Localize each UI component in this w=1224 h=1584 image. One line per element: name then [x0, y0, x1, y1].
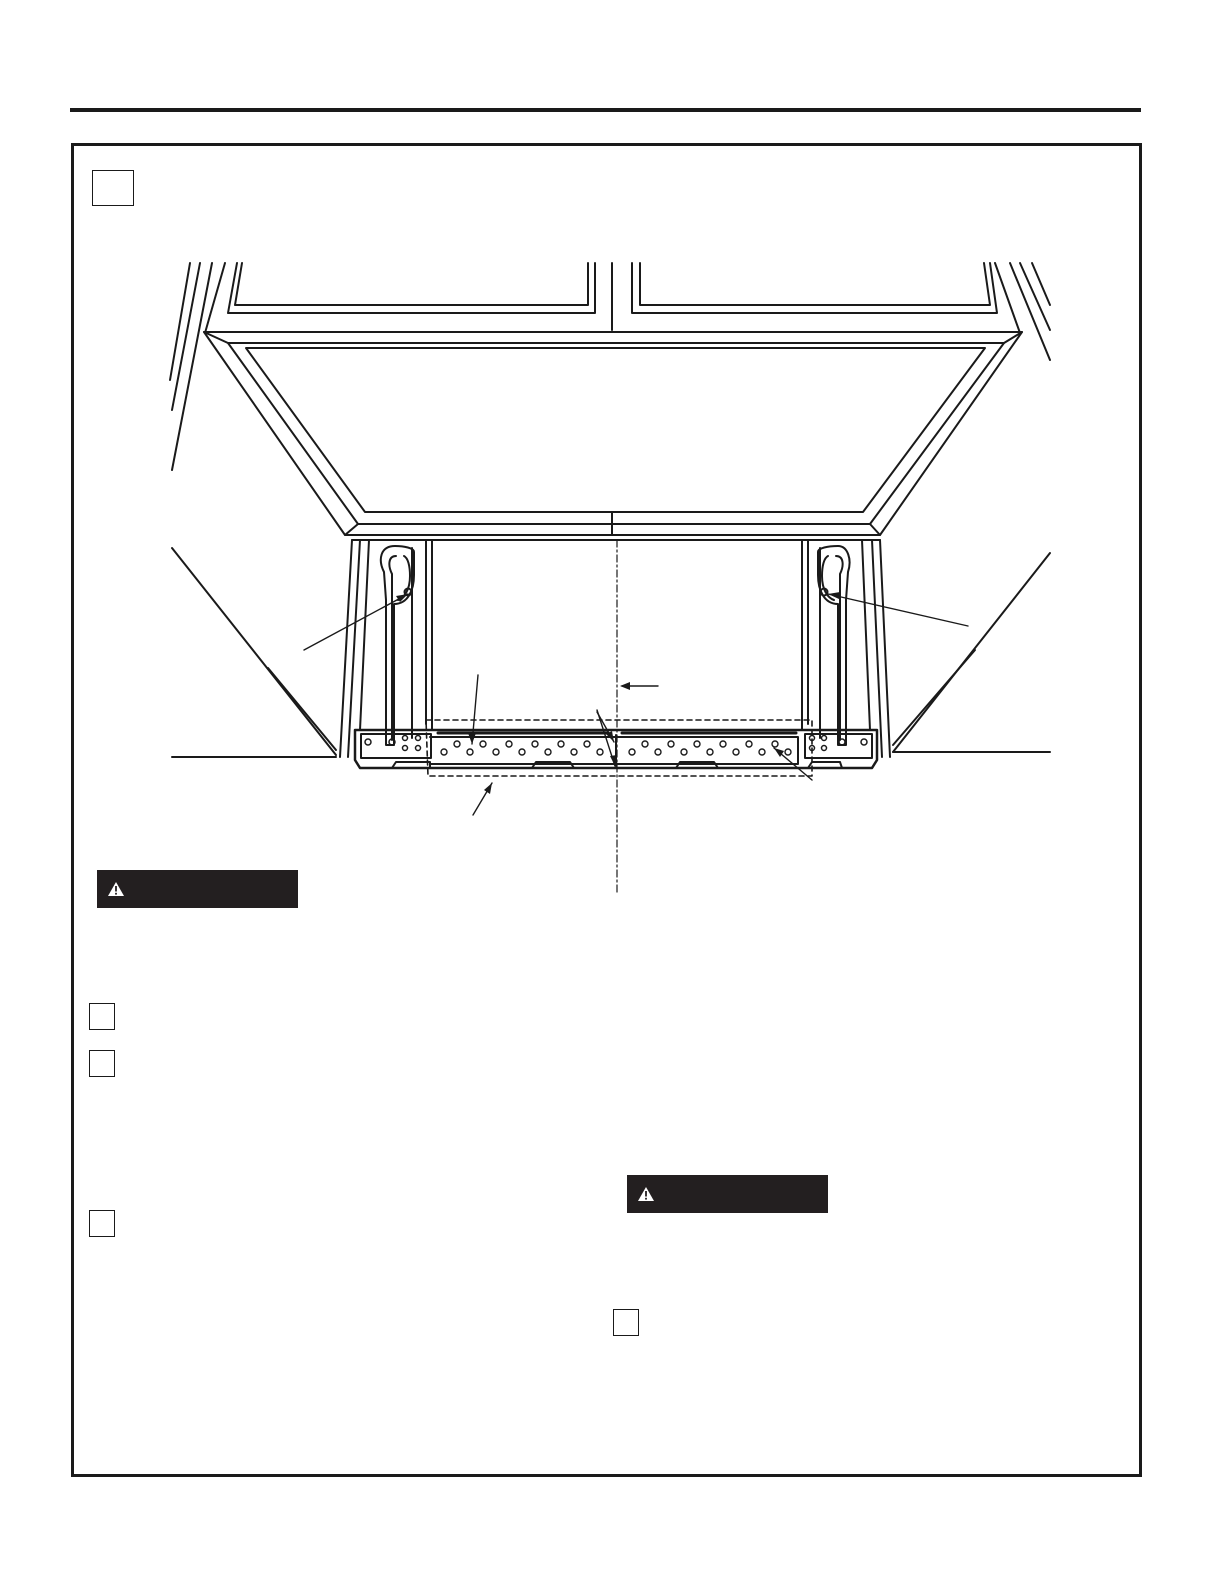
warning-banner-left [97, 870, 298, 908]
mounting-plate [355, 730, 877, 768]
warning-triangle-icon [107, 881, 125, 897]
step-checkbox-2 [89, 1050, 115, 1077]
upper-door-panels [228, 263, 997, 330]
step-checkbox-4 [613, 1309, 639, 1336]
wall-lines [172, 548, 1050, 757]
step-checkbox-3 [89, 1210, 115, 1237]
right-mounting-bracket [802, 540, 870, 745]
cabinet-left-side-lines [170, 263, 225, 470]
step-checkbox-1 [89, 1003, 115, 1030]
cabinet-bottom-frame [204, 332, 1022, 535]
step-number [90, 1004, 114, 1029]
left-mounting-bracket [360, 540, 432, 745]
step-number [90, 1051, 114, 1076]
cabinet-interior [340, 540, 890, 757]
step-number [614, 1310, 638, 1335]
warning-banner-right [627, 1175, 828, 1213]
warning-triangle-icon [637, 1186, 655, 1202]
step-number [90, 1211, 114, 1236]
